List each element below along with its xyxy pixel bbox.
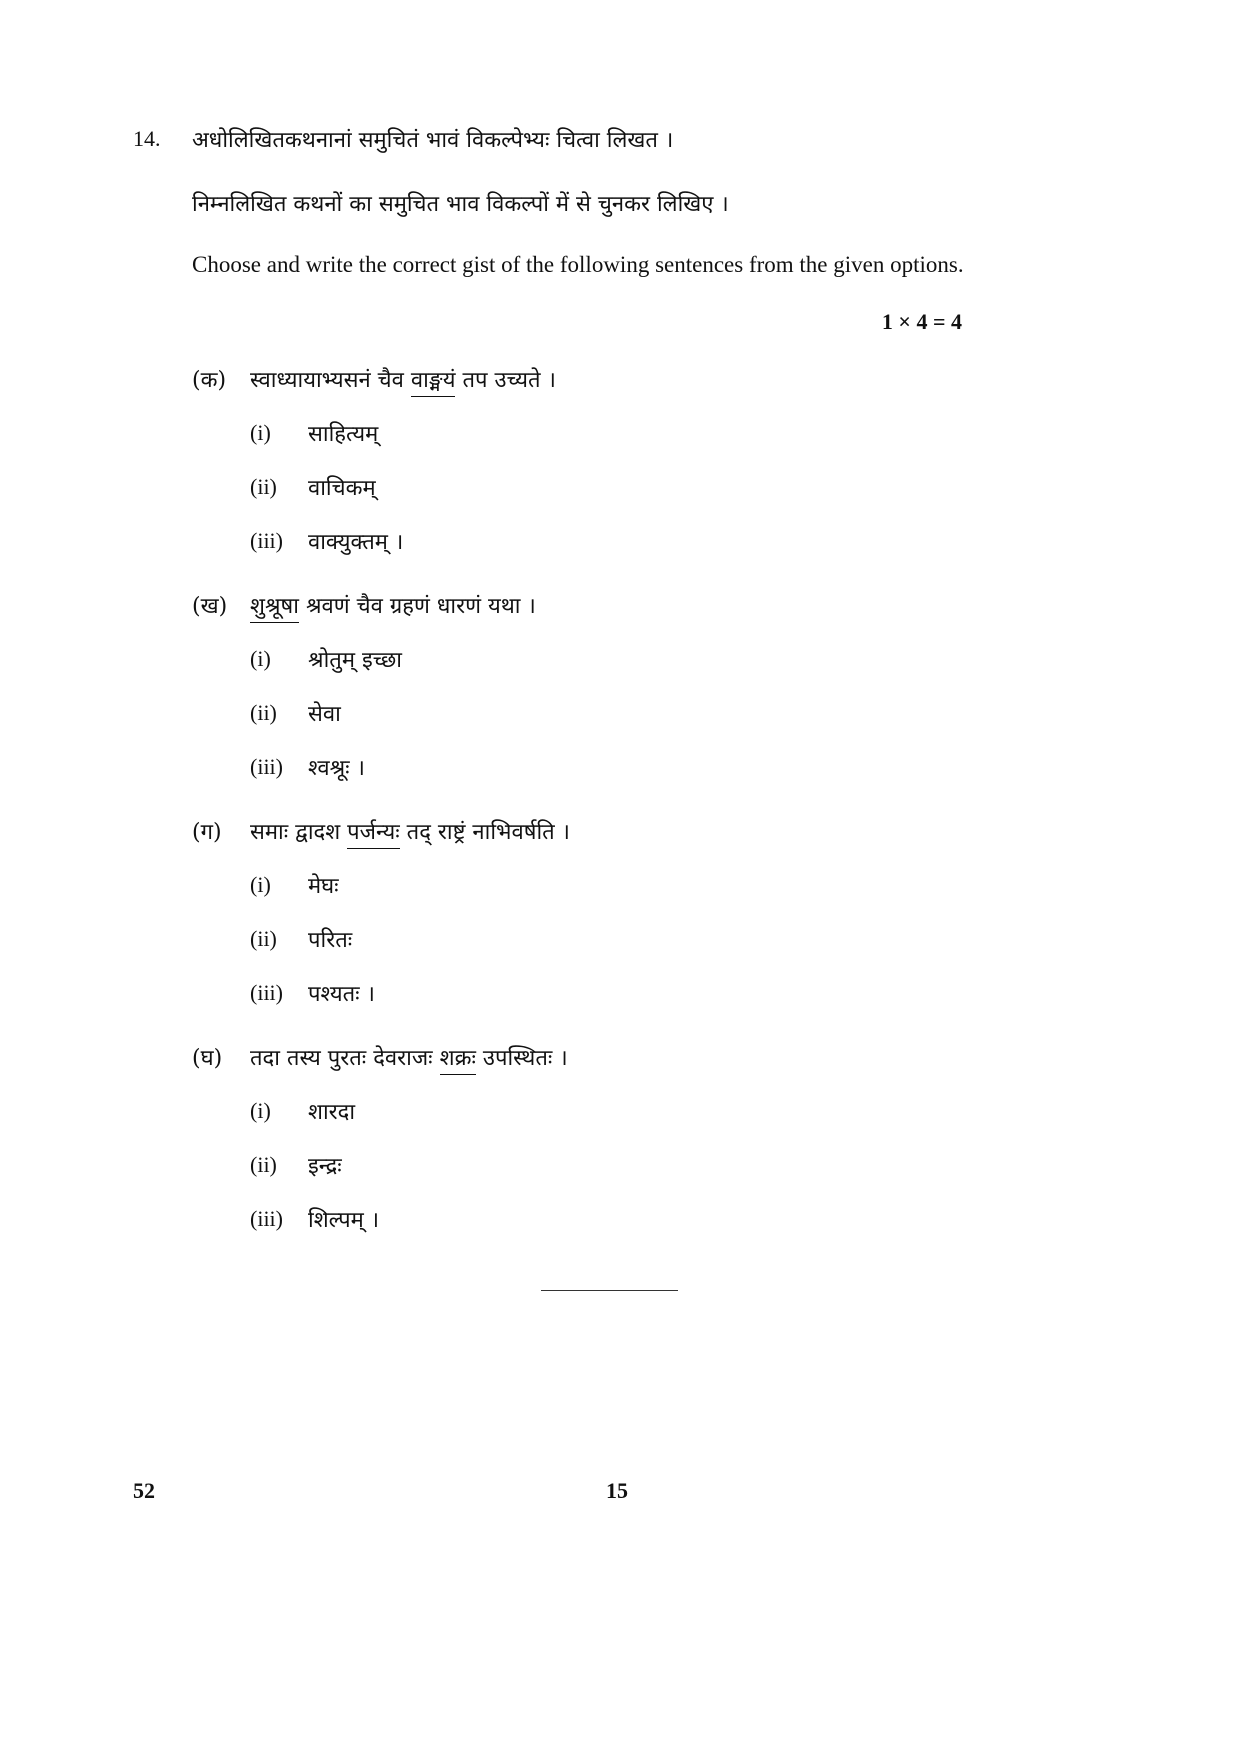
option-number: (iii) [250, 528, 283, 553]
footer-page-number: 15 [606, 1478, 628, 1503]
option-number: (i) [250, 872, 271, 897]
option-text: शिल्पम् । [308, 1208, 380, 1233]
option-number: (iii) [250, 754, 283, 779]
question-number: 14. [133, 126, 161, 151]
end-divider [541, 1290, 678, 1291]
option-number: (ii) [250, 700, 277, 725]
item-sentence [250, 816, 570, 846]
item-label: (घ) [192, 1046, 223, 1071]
item-sentence [250, 1042, 568, 1072]
option-text: मेघः [308, 874, 339, 899]
instruction-english: Choose and write the correct gist of the following sentences from the given options. [192, 252, 964, 277]
sentence-post: श्रवणं चैव ग्रहणं धारणं यथा । [298, 594, 536, 619]
footer-code: 52 [133, 1478, 155, 1503]
option-number: (i) [250, 1098, 271, 1123]
underlined-word: वाङ्मयं [411, 368, 456, 397]
option-number: (i) [250, 420, 271, 445]
option-text: इन्द्रः [308, 1154, 342, 1179]
option-number: (iii) [250, 980, 283, 1005]
underlined-word: शक्रः [440, 1046, 476, 1075]
sentence-post: उपस्थितः । [475, 1046, 568, 1071]
option-number: (iii) [250, 1206, 283, 1231]
option-text: वाक्युक्तम् । [308, 530, 404, 555]
option-number: (i) [250, 646, 271, 671]
option-text: साहित्यम् [308, 422, 379, 447]
option-text: वाचिकम् [308, 476, 376, 501]
item-label: (ग) [192, 820, 222, 845]
instruction-hindi: निम्नलिखित कथनों का समुचित भाव विकल्पों में से चुनकर लिखिए । [192, 192, 729, 217]
item-label: (ख) [192, 594, 228, 619]
option-text: श्वश्रूः । [308, 756, 365, 781]
sentence-post: तप उच्यते । [455, 368, 556, 393]
option-text: परितः [308, 928, 353, 953]
sentence-pre: स्वाध्यायाभ्यसनं चैव [250, 368, 411, 393]
option-text: सेवा [308, 702, 341, 727]
option-text: पश्यतः । [308, 982, 375, 1007]
underlined-word: पर्जन्यः [347, 820, 400, 849]
underlined-word: शुश्रूषा [250, 594, 299, 623]
option-number: (ii) [250, 1152, 277, 1177]
sentence-pre: समाः द्वादश [250, 820, 348, 845]
option-text: शारदा [308, 1100, 356, 1125]
sentence-post: तद् राष्ट्रं नाभिवर्षति । [399, 820, 571, 845]
option-number: (ii) [250, 926, 277, 951]
instruction-sanskrit: अधोलिखितकथनानां समुचितं भावं विकल्पेभ्यः चित्वा लिखत । [192, 128, 674, 153]
option-text: श्रोतुम् इच्छा [308, 648, 402, 673]
option-number: (ii) [250, 474, 277, 499]
marks: 1 × 4 = 4 [881, 309, 962, 334]
item-label: (क) [192, 368, 227, 393]
item-sentence [250, 590, 536, 620]
sentence-pre: तदा तस्य पुरतः देवराजः [250, 1046, 440, 1071]
item-sentence [250, 364, 556, 394]
